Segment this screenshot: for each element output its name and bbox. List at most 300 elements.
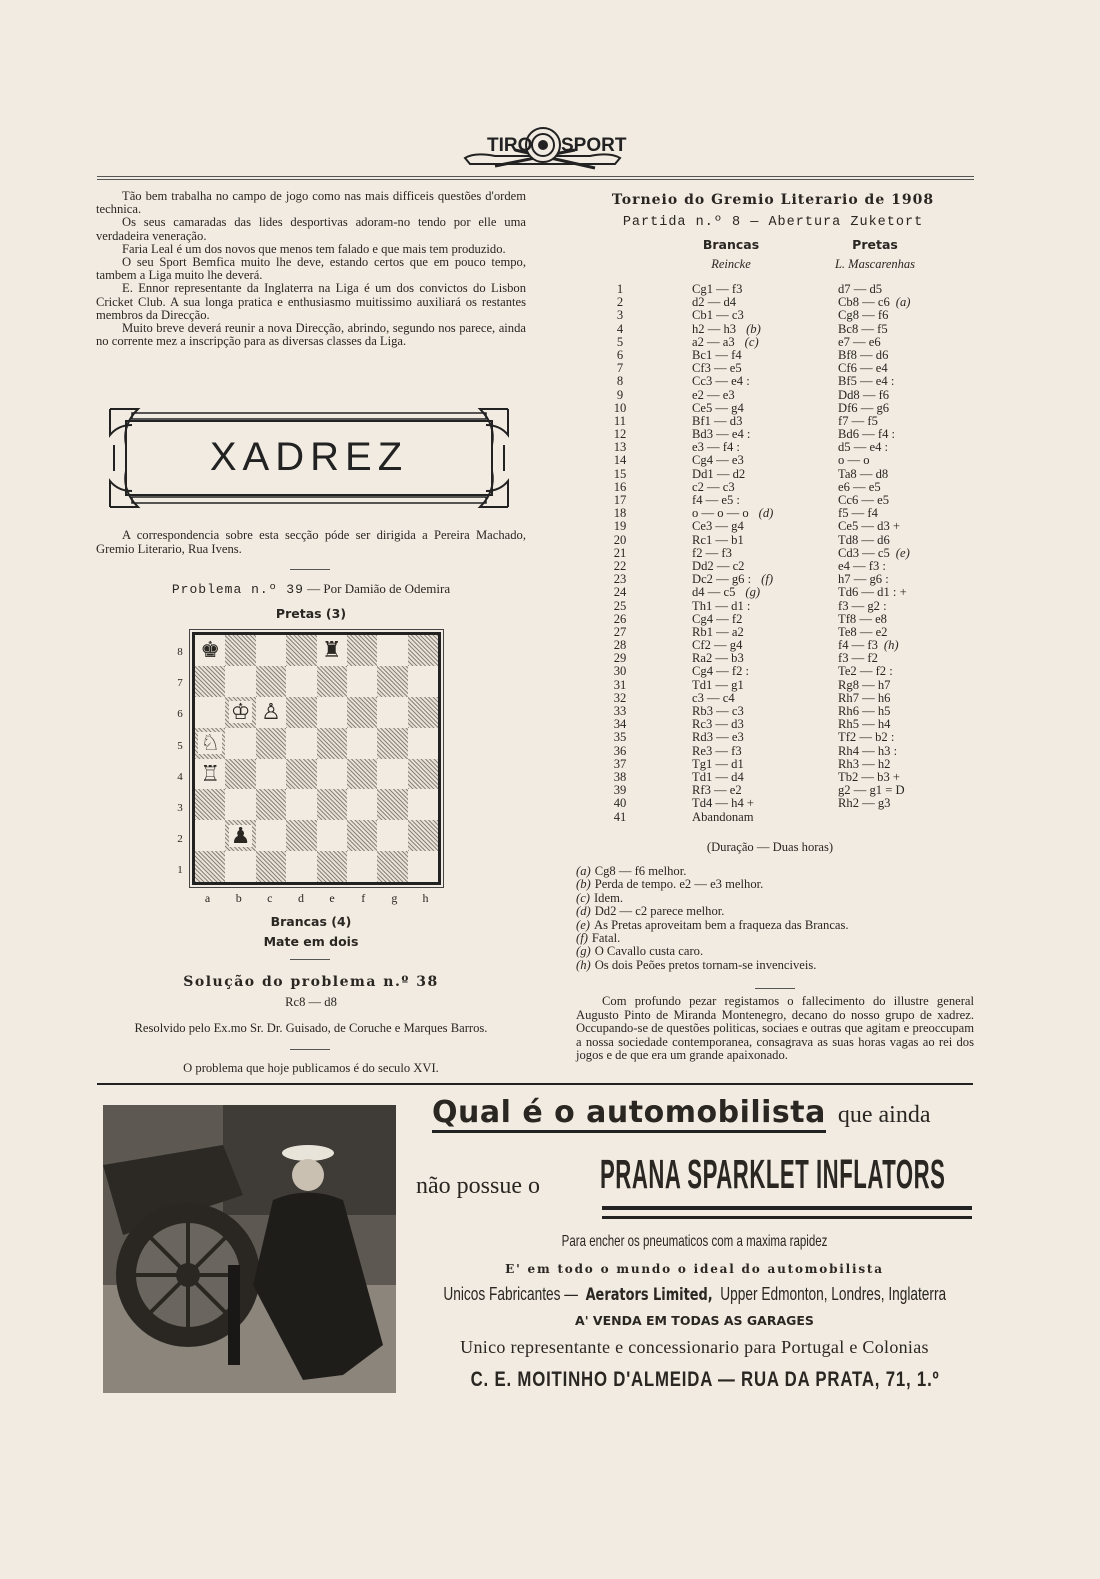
move-number: 39 <box>613 783 627 798</box>
move-number: 28 <box>613 638 627 653</box>
black-move: Te2 — f2 : <box>838 664 893 679</box>
brand-underline <box>602 1206 972 1210</box>
move-number: 10 <box>613 400 627 415</box>
white-cell <box>640 797 830 810</box>
white-move: Rc1 — b1 <box>692 533 744 547</box>
move-row <box>600 665 972 678</box>
square-c5 <box>256 728 286 759</box>
move-row <box>600 481 972 494</box>
square-h7 <box>408 666 438 697</box>
white-cell <box>640 705 830 718</box>
black-move: Df6 — g6 <box>838 400 890 415</box>
white-move: Abandonam <box>692 810 754 824</box>
square-f6 <box>347 697 377 728</box>
square-c4 <box>256 759 286 790</box>
white-move: Tg1 — d1 <box>692 757 744 771</box>
section-title: XADREZ <box>209 435 409 479</box>
move-number: 12 <box>613 427 627 442</box>
white-cell <box>640 454 830 467</box>
move-row <box>600 679 972 692</box>
square-b4 <box>225 759 255 790</box>
annotation-tag: (h) <box>576 957 591 972</box>
move-number: 32 <box>613 690 627 705</box>
black-move: Rh6 — h5 <box>838 704 891 718</box>
ad-makers-name: Aerators Limited, <box>585 1285 713 1305</box>
rank-label: 5 <box>177 739 183 752</box>
black-move: Td6 — d1 : + <box>838 585 907 600</box>
black-rook-icon: ♜ <box>321 637 342 663</box>
move-number: 4 <box>616 321 624 336</box>
black-king-icon: ♚ <box>200 637 221 663</box>
annotation-tag: (b) <box>576 877 591 892</box>
black-cell <box>830 811 844 824</box>
move-number: 17 <box>613 493 627 507</box>
file-label: d <box>297 891 304 905</box>
black-move: Td8 — d6 <box>838 532 890 547</box>
annotation-text: Dd2 — c2 parece melhor. <box>594 904 725 919</box>
move-number: 22 <box>613 558 627 573</box>
white-rook-icon: ♖ <box>200 760 221 786</box>
rank-label: 4 <box>177 770 183 783</box>
move-row <box>600 811 972 824</box>
move-number: 23 <box>613 572 627 587</box>
white-cell <box>640 745 830 758</box>
move-number: 29 <box>613 651 627 666</box>
white-move: Cg4 — e3 <box>692 454 744 468</box>
moves-table <box>600 283 972 824</box>
white-knight-icon: ♘ <box>200 730 221 756</box>
divider <box>290 959 330 960</box>
move-number: 41 <box>613 809 627 824</box>
move-row <box>600 784 972 797</box>
square-b1 <box>225 851 255 882</box>
chess-board <box>192 632 441 885</box>
square-h8 <box>408 635 438 666</box>
square-e7 <box>317 666 347 697</box>
white-label: Brancas (4) <box>270 914 352 929</box>
square-e5 <box>317 728 347 759</box>
square-f7 <box>347 666 377 697</box>
square-g6 <box>377 697 407 728</box>
black-move: Bf8 — d6 <box>838 347 889 362</box>
move-row <box>600 468 972 481</box>
square-a6 <box>195 697 225 728</box>
move-number: 24 <box>613 585 627 600</box>
white-move: h2 — h3 <box>692 322 737 336</box>
annotation-text: Cg8 — f6 melhor. <box>594 864 687 878</box>
square-a1 <box>195 851 225 882</box>
white-cell <box>640 468 830 481</box>
paragraph: Muito breve deverá reunir a nova Direcção, abrindo, segundo nos parece, ainda no corrente mez a inscripção para as diversas classes da Liga. <box>96 321 526 349</box>
annotation-tag: (a) <box>576 864 591 878</box>
ad-makers-line <box>443 1284 946 1305</box>
white-cell <box>640 336 830 349</box>
move-row <box>600 560 972 573</box>
header-rule <box>97 176 974 180</box>
move-row <box>600 745 972 758</box>
move-row <box>600 639 972 652</box>
black-move: f4 — f3 <box>838 638 878 653</box>
black-cell <box>830 797 896 810</box>
move-number: 34 <box>613 717 627 732</box>
black-note: (h) <box>883 638 899 653</box>
square-a3 <box>195 789 225 820</box>
white-cell <box>640 547 830 560</box>
move-number: 5 <box>616 334 624 349</box>
move-number: 19 <box>613 519 627 534</box>
square-g4 <box>377 759 407 790</box>
black-move: Rh7 — h6 <box>838 690 891 705</box>
white-header: Brancas <box>702 237 760 252</box>
rank-label: 6 <box>177 708 183 721</box>
move-row <box>600 309 972 322</box>
move-row <box>600 402 972 415</box>
black-move: f3 — g2 : <box>838 598 887 613</box>
square-g8 <box>377 635 407 666</box>
svg-text:TIRO: TIRO <box>487 135 533 156</box>
move-number: 35 <box>613 730 627 745</box>
move-row <box>600 415 972 428</box>
annotation-text: Perda de tempo. e2 — e3 melhor. <box>594 877 764 892</box>
white-cell <box>640 811 830 824</box>
black-move: Rh3 — h2 <box>838 756 891 771</box>
black-move: Cc6 — e5 <box>838 493 890 507</box>
file-label: b <box>235 891 242 905</box>
square-f2 <box>347 820 377 851</box>
annotation-tag: (c) <box>576 890 590 905</box>
white-note: (d) <box>758 507 774 521</box>
annotation <box>576 932 976 945</box>
white-move: Td4 — h4 + <box>692 797 755 811</box>
annotation-tag: (d) <box>576 904 591 919</box>
white-move: Cb1 — c3 <box>692 309 744 323</box>
file-label: a <box>204 891 211 905</box>
square-h4 <box>408 759 438 790</box>
annotation <box>576 959 976 972</box>
white-move: Cf2 — g4 <box>692 639 743 653</box>
white-cell <box>640 626 830 639</box>
white-cell <box>640 362 830 375</box>
rank-label: 7 <box>177 677 183 690</box>
divider <box>290 1049 330 1050</box>
white-move: f2 — f3 <box>692 546 732 560</box>
square-g1 <box>377 851 407 882</box>
black-label: Pretas (3) <box>275 606 347 621</box>
solvers: Resolvido pelo Ex.mo Sr. Dr. Guisado, de Coruche e Marques Barros. <box>134 1021 488 1035</box>
move-number: 25 <box>613 598 627 613</box>
correspondence-text: A correspondencia sobre esta secção póde ser dirigida a Pereira Machado, Gremio Literario, Rua Ivens. <box>96 528 526 556</box>
file-label: f <box>361 891 366 905</box>
square-c2 <box>256 820 286 851</box>
white-king-icon: ♔ <box>230 699 251 725</box>
white-move: Cc3 — e4 : <box>692 375 750 389</box>
black-note: (e) <box>895 545 910 560</box>
square-a8 <box>195 635 225 666</box>
white-cell <box>640 613 830 626</box>
move-number: 14 <box>613 453 627 468</box>
move-row <box>600 573 972 586</box>
black-move: e7 — e6 <box>838 334 881 349</box>
white-move: Cf3 — e5 <box>692 362 742 376</box>
solution-title: Solução do problema n.º 38 <box>183 974 439 990</box>
move-row <box>600 731 972 744</box>
black-move: Rh2 — g3 <box>838 796 891 811</box>
ad-address: C. E. MOITINHO D'ALMEIDA — RUA DA PRATA, 71, 1.º <box>470 1368 940 1391</box>
black-header: Pretas <box>852 237 898 252</box>
white-move: e3 — f4 : <box>692 441 740 455</box>
black-move: d5 — e4 : <box>838 440 889 455</box>
divider <box>290 569 330 570</box>
brand-underline <box>602 1216 972 1219</box>
white-move: Rf3 — e2 <box>692 784 742 798</box>
square-d3 <box>286 789 316 820</box>
move-row <box>600 652 972 665</box>
white-move: Ce5 — g4 <box>692 401 744 415</box>
move-row <box>600 705 972 718</box>
move-number: 36 <box>613 743 627 758</box>
white-cell <box>640 507 830 520</box>
square-c6 <box>256 697 286 728</box>
annotation-tag: (f) <box>576 931 588 946</box>
square-b6 <box>225 697 255 728</box>
white-move: Ce3 — g4 <box>692 520 744 534</box>
white-move: Dc2 — g6 : <box>692 573 752 587</box>
move-number: 33 <box>613 704 627 718</box>
square-a2 <box>195 820 225 851</box>
square-b5 <box>225 728 255 759</box>
square-a5 <box>195 728 225 759</box>
correspondence-note <box>96 528 526 556</box>
black-move: f3 — f2 <box>838 651 878 666</box>
white-move: f4 — e5 : <box>692 494 740 507</box>
move-row <box>600 375 972 388</box>
annotation <box>576 892 976 905</box>
square-f5 <box>347 728 377 759</box>
ad-headline: Qual é o automobilista <box>432 1095 826 1133</box>
ad-brand: PRANA SPARKLET INFLATORS <box>600 1151 946 1197</box>
paragraph: Tão bem trabalha no campo de jogo como nas mais difficeis questões d'ordem technica. <box>96 189 526 217</box>
square-b8 <box>225 635 255 666</box>
annotation-tag: (g) <box>576 944 591 959</box>
rank-label: 2 <box>177 833 183 846</box>
white-move: e2 — e3 <box>692 388 735 402</box>
white-move: d4 — c5 <box>692 586 736 600</box>
move-row <box>600 507 972 520</box>
black-move: o — o <box>838 453 870 468</box>
paragraph: E. Ennor representante da Inglaterra na Liga é um dos convictos do Lisbon Cricket Club. A sua longa pratica e enthusiasmo muitissimo auxiliará os restantes membros da Direcção. <box>96 281 526 322</box>
white-cell <box>640 349 830 362</box>
white-cell <box>640 309 830 322</box>
move-row <box>600 336 972 349</box>
divider <box>755 988 795 989</box>
white-move: Bc1 — f4 <box>692 348 742 362</box>
game-title: Partida n.º 8 — Abertura Zuketort <box>622 215 924 230</box>
annotation <box>576 945 976 958</box>
square-c7 <box>256 666 286 697</box>
annotation <box>576 865 976 878</box>
move-number: 16 <box>613 479 627 494</box>
white-move: d2 — d4 <box>692 296 737 310</box>
black-move: Cg8 — f6 <box>838 308 889 323</box>
obituary <box>576 995 974 1063</box>
square-d5 <box>286 728 316 759</box>
move-row <box>600 600 972 613</box>
annotation-text: Fatal. <box>591 931 621 946</box>
file-label: h <box>422 891 429 905</box>
black-move: h7 — g6 : <box>838 572 889 587</box>
ad-tagline: Para encher os pneumaticos com a maxima rapidez <box>561 1233 828 1250</box>
move-number: 26 <box>613 611 627 626</box>
white-cell <box>640 639 830 652</box>
black-move: e6 — e5 <box>838 479 881 494</box>
white-move: Td1 — g1 <box>692 678 744 692</box>
file-label: e <box>329 891 335 905</box>
square-g5 <box>377 728 407 759</box>
rank-label: 3 <box>177 802 183 814</box>
problem-author: — Por Damião de Odemira <box>307 581 451 596</box>
move-number: 31 <box>613 677 627 692</box>
white-note: (f) <box>761 573 774 587</box>
move-number: 9 <box>616 387 624 402</box>
move-number: 6 <box>616 347 624 362</box>
square-a7 <box>195 666 225 697</box>
white-cell <box>640 758 830 771</box>
rank-label: 1 <box>177 864 183 877</box>
white-move: Cg1 — f3 <box>692 283 743 296</box>
tournament-title: Torneio do Gremio Literario de 1908 <box>611 192 935 208</box>
paragraph: Faria Leal é um dos novos que menos tem falado e que mais tem produzido. <box>122 241 506 256</box>
white-move: Cg4 — f2 <box>692 612 743 626</box>
square-d8 <box>286 635 316 666</box>
square-h5 <box>408 728 438 759</box>
advert-photo <box>103 1105 396 1393</box>
black-move: Bd6 — f4 : <box>838 427 896 442</box>
black-move: Bc8 — f5 <box>838 321 888 336</box>
square-e1 <box>317 851 347 882</box>
move-row <box>600 520 972 533</box>
white-move: Th1 — d1 : <box>692 599 751 613</box>
annotation-tag: (e) <box>576 917 590 932</box>
file-label: g <box>391 891 398 905</box>
square-e4 <box>317 759 347 790</box>
square-f1 <box>347 851 377 882</box>
file-labels <box>192 891 441 906</box>
svg-text:SPORT: SPORT <box>561 135 627 156</box>
square-c3 <box>256 789 286 820</box>
black-player: L. Mascarenhas <box>834 257 916 271</box>
white-cell <box>640 718 830 731</box>
black-move: Cf6 — e4 <box>838 361 888 376</box>
move-number: 1 <box>616 282 624 296</box>
white-cell <box>640 415 830 428</box>
white-note: (c) <box>744 335 759 349</box>
white-cell <box>640 560 830 573</box>
section-banner <box>108 405 510 511</box>
white-cell <box>640 375 830 388</box>
move-row <box>600 797 972 810</box>
annotations <box>576 865 976 972</box>
annotation-text: O Cavallo custa caro. <box>594 944 704 959</box>
white-cell <box>640 692 830 705</box>
square-g3 <box>377 789 407 820</box>
move-number: 3 <box>616 308 624 323</box>
move-row <box>600 454 972 467</box>
square-c8 <box>256 635 286 666</box>
ad-headline-tail: que ainda <box>837 1102 931 1128</box>
white-cell <box>640 731 830 744</box>
problem-number: Problema n.º 39 <box>171 582 304 597</box>
square-b7 <box>225 666 255 697</box>
square-e2 <box>317 820 347 851</box>
move-row <box>600 692 972 705</box>
white-cell <box>640 665 830 678</box>
white-move: Re3 — f3 <box>692 744 742 758</box>
annotation-text: Os dois Peões pretos tornam-se invenciveis. <box>594 957 817 972</box>
white-move: Bf1 — d3 <box>692 414 743 428</box>
move-row <box>600 283 972 296</box>
solution-move: Rc8 — d8 <box>285 995 337 1009</box>
square-h1 <box>408 851 438 882</box>
move-number: 2 <box>616 295 624 310</box>
white-cell <box>640 283 830 296</box>
square-f8 <box>347 635 377 666</box>
square-h2 <box>408 820 438 851</box>
move-number: 20 <box>613 532 627 547</box>
move-row <box>600 389 972 402</box>
black-move: Bf5 — e4 : <box>838 374 895 389</box>
move-number: 27 <box>613 624 627 639</box>
annotation <box>576 878 976 891</box>
white-note: (b) <box>746 322 761 336</box>
white-move: Ra2 — b3 <box>692 652 744 666</box>
move-row <box>600 494 972 507</box>
move-number: 37 <box>613 756 627 771</box>
square-g7 <box>377 666 407 697</box>
white-cell <box>640 402 830 415</box>
move-row <box>600 296 972 309</box>
move-row <box>600 586 972 599</box>
square-h6 <box>408 697 438 728</box>
move-row <box>600 534 972 547</box>
move-number: 40 <box>613 796 627 811</box>
square-f4 <box>347 759 377 790</box>
ad-line2-lead: não possue o <box>416 1173 540 1199</box>
square-d6 <box>286 697 316 728</box>
white-cell <box>640 573 830 586</box>
white-cell <box>640 494 830 507</box>
square-e3 <box>317 789 347 820</box>
move-row <box>600 758 972 771</box>
white-cell <box>640 441 830 454</box>
move-row <box>600 626 972 639</box>
black-move: Te8 — e2 <box>838 624 888 639</box>
white-move: Rb1 — a2 <box>692 625 744 639</box>
move-number: 30 <box>613 664 627 679</box>
white-move: Dd2 — c2 <box>692 559 745 573</box>
problem-heading <box>96 581 526 597</box>
black-move: Rh5 — h4 <box>838 717 891 732</box>
white-move: Rc3 — d3 <box>692 718 744 732</box>
paragraph: O seu Sport Bemfica muito lhe deve, estando certos que em pouco tempo, tambem a Liga muito lhe deverá. <box>96 255 526 283</box>
white-note: (g) <box>745 586 761 600</box>
black-move: Rg8 — h7 <box>838 677 891 692</box>
move-row <box>600 613 972 626</box>
move-row <box>600 349 972 362</box>
move-row <box>600 441 972 454</box>
black-move: Ta8 — d8 <box>838 466 889 481</box>
annotation <box>576 919 976 932</box>
paragraph: Os seus camaradas das lides desportivas adoram-no tendo por elle uma verdadeira veneração. <box>96 215 526 243</box>
